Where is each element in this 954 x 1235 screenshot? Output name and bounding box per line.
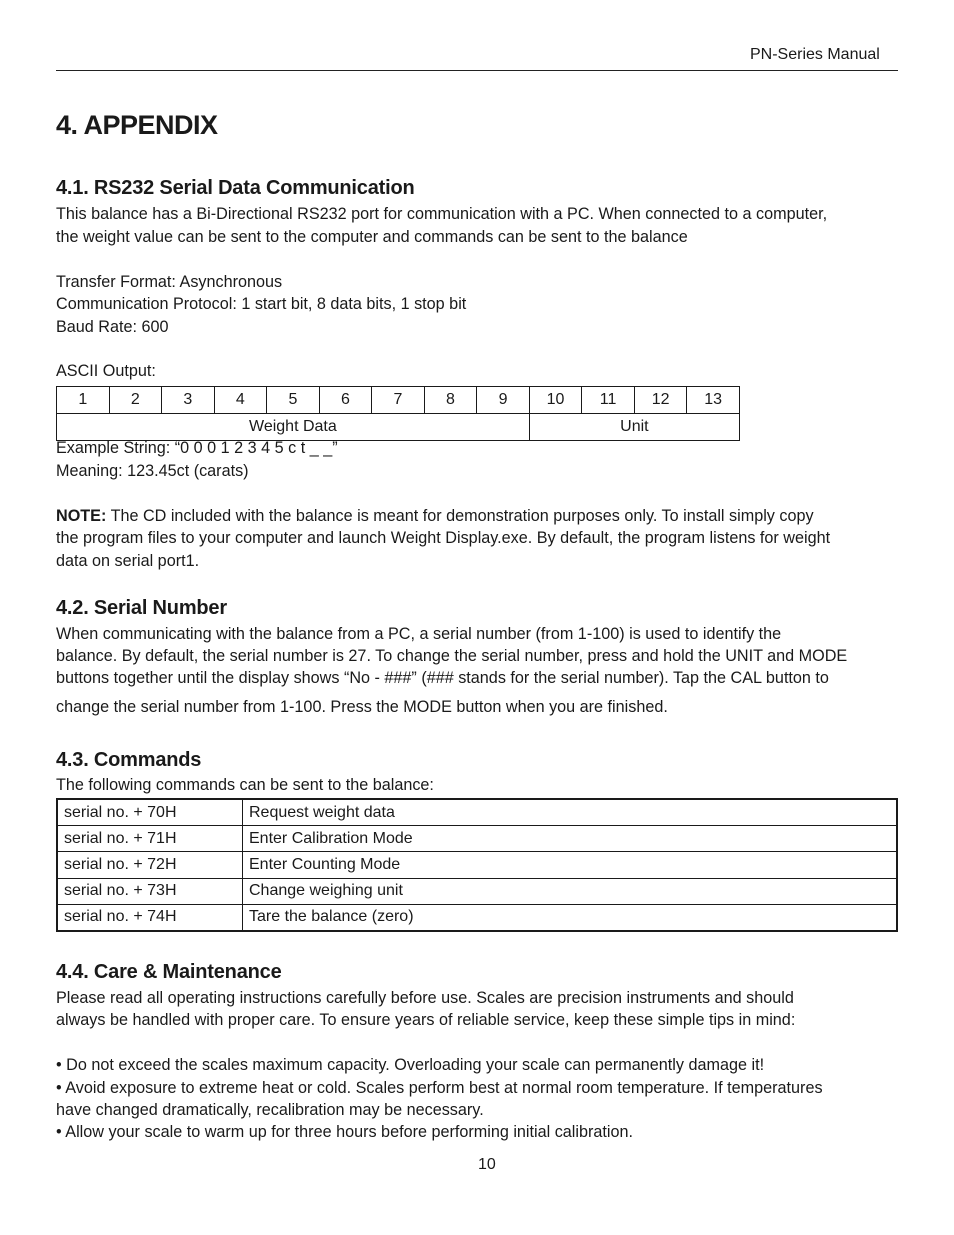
command-action: Tare the balance (zero) — [243, 904, 898, 931]
ascii-output-label: ASCII Output: — [56, 362, 156, 380]
ascii-position-cell: 9 — [477, 387, 530, 414]
ascii-position-cell: 3 — [162, 387, 215, 414]
page-number: 10 — [478, 1156, 496, 1173]
serial-number-line: change the serial number from 1-100. Press the MODE button when you are finished. — [56, 698, 668, 716]
ascii-position-cell: 10 — [529, 387, 582, 414]
ascii-position-cell: 13 — [687, 387, 740, 414]
weight-data-group: Weight Data — [57, 414, 530, 441]
example-string: Example String: “0 0 0 1 2 3 4 5 c t _ _” — [56, 439, 338, 457]
note-paragraph-line: the program files to your computer and launch Weight Display.exe. By default, the program listens for weight — [56, 529, 831, 547]
serial-number-line: balance. By default, the serial number is 27. To change the serial number, press and hold the UNIT and MODE — [56, 647, 848, 665]
commands-table — [56, 798, 898, 932]
transfer-format: Transfer Format: Asynchronous — [56, 273, 283, 291]
table-row — [57, 852, 897, 878]
command-code: serial no. + 74H — [57, 904, 243, 931]
communication-protocol: Communication Protocol: 1 start bit, 8 data bits, 1 stop bit — [56, 295, 467, 313]
running-header: PN-Series Manual — [750, 46, 880, 63]
command-code: serial no. + 73H — [57, 878, 243, 904]
note-paragraph-line — [56, 507, 814, 526]
ascii-position-row — [57, 387, 740, 414]
note-paragraph-line: data on serial port1. — [56, 552, 200, 570]
ascii-position-cell: 5 — [267, 387, 320, 414]
command-action: Change weighing unit — [243, 878, 898, 904]
unit-group: Unit — [529, 414, 739, 441]
care-tip: • Avoid exposure to extreme heat or cold. Scales perform best at normal room temperature. If temperatures — [56, 1079, 823, 1097]
section-4-4-heading: 4.4. Care & Maintenance — [56, 961, 282, 983]
ascii-position-cell: 6 — [319, 387, 372, 414]
ascii-position-cell: 2 — [109, 387, 162, 414]
care-tip: • Do not exceed the scales maximum capacity. Overloading your scale can permanently damage it! — [56, 1056, 765, 1074]
commands-intro: The following commands can be sent to the balance: — [56, 776, 434, 794]
command-action: Request weight data — [243, 799, 898, 826]
appendix-title: 4. APPENDIX — [56, 110, 218, 140]
care-intro-line: always be handled with proper care. To ensure years of reliable service, keep these simple tips in mind: — [56, 1011, 796, 1029]
ascii-position-cell: 11 — [582, 387, 635, 414]
table-row — [57, 826, 897, 852]
command-code: serial no. + 72H — [57, 852, 243, 878]
ascii-output-table — [56, 386, 740, 441]
ascii-position-cell: 7 — [372, 387, 425, 414]
care-intro-line: Please read all operating instructions carefully before use. Scales are precision instruments and should — [56, 989, 794, 1007]
ascii-position-cell: 4 — [214, 387, 267, 414]
command-action: Enter Counting Mode — [243, 852, 898, 878]
note-label: NOTE: — [56, 507, 107, 525]
section-4-1-intro-line: the weight value can be sent to the computer and commands can be sent to the balance — [56, 228, 688, 246]
section-4-2-heading: 4.2. Serial Number — [56, 597, 227, 619]
serial-number-line: When communicating with the balance from a PC, a serial number (from 1-100) is used to identify the — [56, 625, 782, 643]
note-text: The CD included with the balance is meant for demonstration purposes only. To install simply copy — [106, 507, 814, 525]
section-4-3-heading: 4.3. Commands — [56, 749, 202, 771]
table-row — [57, 878, 897, 904]
example-meaning: Meaning: 123.45ct (carats) — [56, 462, 249, 480]
care-tip: • Allow your scale to warm up for three hours before performing initial calibration. — [56, 1123, 633, 1141]
command-action: Enter Calibration Mode — [243, 826, 898, 852]
command-code: serial no. + 71H — [57, 826, 243, 852]
table-row — [57, 799, 897, 826]
ascii-group-row — [57, 414, 740, 441]
serial-number-line: buttons together until the display shows “No - ###” (### stands for the serial number). Tap the CAL button to — [56, 669, 829, 687]
ascii-position-cell: 12 — [634, 387, 687, 414]
ascii-position-cell: 1 — [57, 387, 110, 414]
header-rule — [56, 70, 898, 71]
table-row — [57, 904, 897, 931]
ascii-position-cell: 8 — [424, 387, 477, 414]
section-4-1-intro-line: This balance has a Bi-Directional RS232 port for communication with a PC. When connected to a computer, — [56, 205, 828, 223]
section-4-1-heading: 4.1. RS232 Serial Data Communication — [56, 177, 415, 199]
care-tip-continuation: have changed dramatically, recalibration may be necessary. — [56, 1101, 484, 1119]
command-code: serial no. + 70H — [57, 799, 243, 826]
baud-rate: Baud Rate: 600 — [56, 318, 169, 336]
